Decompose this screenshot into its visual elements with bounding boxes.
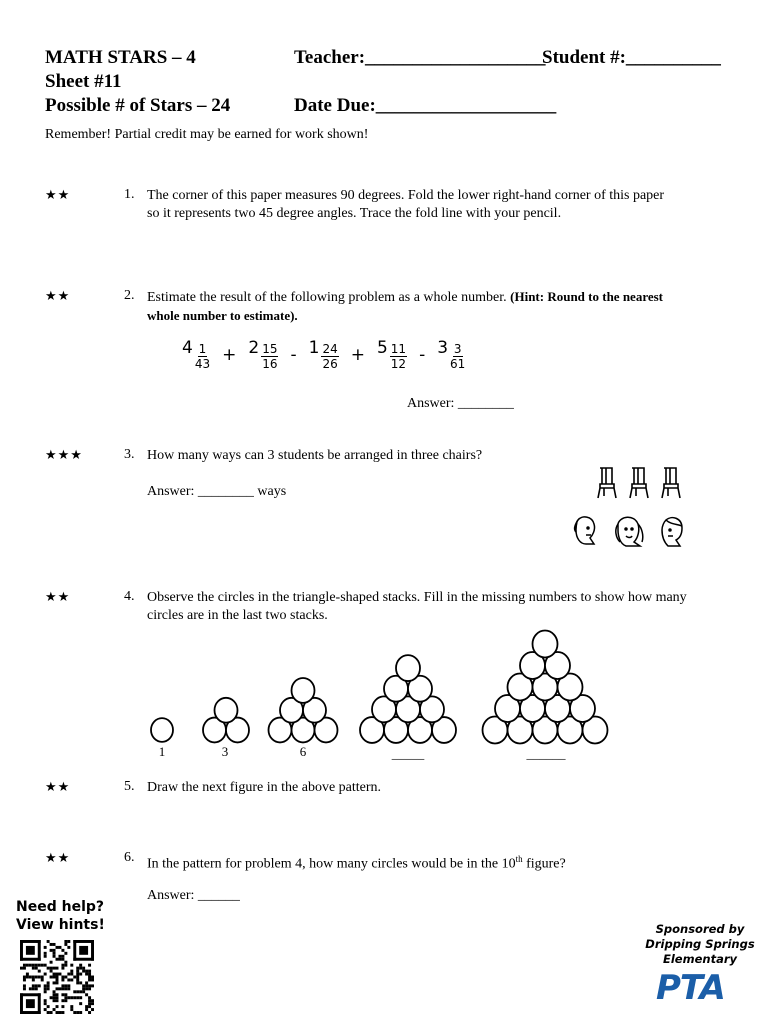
- problem-4-stars: ★★: [45, 590, 71, 605]
- problem-5-number: 5.: [124, 779, 135, 794]
- problem-1-text: The corner of this paper measures 90 degrees. Fold the lower right-hand corner of this paper so it represents two 45 degree angles. Trace the fold line with your pencil.: [147, 188, 665, 221]
- problem-2-question: Estimate the result of the following problem as a whole number.: [147, 290, 507, 305]
- problem-3-number: 3.: [124, 447, 135, 462]
- teacher-field: Teacher:___________________: [294, 47, 546, 68]
- chairs-icon: [592, 466, 692, 500]
- operator-4: -: [419, 344, 426, 365]
- pta-logo: PTA: [656, 968, 725, 1008]
- problem-3-text: How many ways can 3 students be arranged in three chairs?: [147, 448, 483, 463]
- qr-code-icon[interactable]: [20, 940, 94, 1014]
- problem-4-number: 4.: [124, 589, 135, 604]
- stack-label-1: 1: [158, 744, 166, 759]
- reminder-text: Remember! Partial credit may be earned for work shown!: [45, 127, 369, 142]
- term-5: 3 $\frac{3}{61}$: [437, 338, 466, 371]
- student-field: Student #:__________: [542, 47, 721, 68]
- sheet-number: Sheet #11: [45, 71, 122, 92]
- problem-2-text: [147, 288, 677, 326]
- problem-1-stars: ★★: [45, 188, 71, 203]
- stack-1-circle: [151, 718, 173, 742]
- term-3: 1 $\frac{24}{26}$: [308, 338, 338, 371]
- problem-2-answer[interactable]: Answer: ________: [407, 396, 514, 411]
- term-1: 4 $\frac{1}{43}$: [182, 338, 211, 371]
- problem-2-hint: (Hint: Round to the nearest whole number to estimate).: [147, 289, 664, 323]
- problem-4-text: Observe the circles in the triangle-shaped stacks. Fill in the missing numbers to show how many circles are in the last two stacks.: [147, 590, 687, 623]
- sponsor-text: [640, 922, 760, 967]
- problem-3-answer[interactable]: Answer: ________ ways: [147, 484, 287, 499]
- problem-5-text: Draw the next figure in the above pattern.: [147, 780, 382, 795]
- operator-2: -: [290, 344, 297, 365]
- sponsor-line-2: Dripping Springs: [645, 937, 755, 951]
- sponsor-line-1: Sponsored by: [655, 922, 745, 936]
- stack-answer-5[interactable]: ______: [526, 746, 566, 761]
- term-4: 5 $\frac{11}{12}$: [376, 338, 407, 371]
- stack-4-circle: [396, 655, 420, 681]
- possible-stars: Possible # of Stars – 24: [45, 95, 231, 116]
- operator-3: +: [350, 344, 365, 365]
- stack-5-circle: [533, 631, 558, 658]
- students-faces-icon: [568, 514, 698, 548]
- date-due-field: Date Due:___________________: [294, 95, 557, 116]
- problem-3-stars: ★★★: [45, 448, 83, 463]
- circle-stacks-figure: [140, 620, 620, 746]
- stack-label-2: 3: [221, 744, 229, 759]
- problem-2-stars: ★★: [45, 289, 71, 304]
- term-2: 2 $\frac{15}{16}$: [248, 338, 278, 371]
- problem-6-number: 6.: [124, 850, 135, 865]
- problem-1-number: 1.: [124, 187, 135, 202]
- help-line-1: Need help?: [16, 899, 105, 915]
- problem-6-stars: ★★: [45, 851, 71, 866]
- problem-5-stars: ★★: [45, 780, 71, 795]
- problem-2-number: 2.: [124, 288, 135, 303]
- stack-label-3: 6: [299, 744, 307, 759]
- stack-3-circle: [292, 678, 315, 703]
- stack-2-circle: [215, 698, 238, 723]
- problem-6-answer[interactable]: Answer: ______: [147, 888, 240, 903]
- help-line-2: View hints!: [16, 917, 105, 933]
- operator-1: +: [222, 344, 237, 365]
- sponsor-line-3: Elementary: [663, 952, 737, 966]
- mixed-number-expression: [180, 338, 467, 371]
- sheet-title: MATH STARS – 4: [45, 47, 196, 68]
- problem-6-text: In the pattern for problem 4, how many circles would be in the 10th figure?: [147, 854, 566, 872]
- stack-answer-4[interactable]: _____: [391, 746, 425, 761]
- help-text: [16, 898, 105, 934]
